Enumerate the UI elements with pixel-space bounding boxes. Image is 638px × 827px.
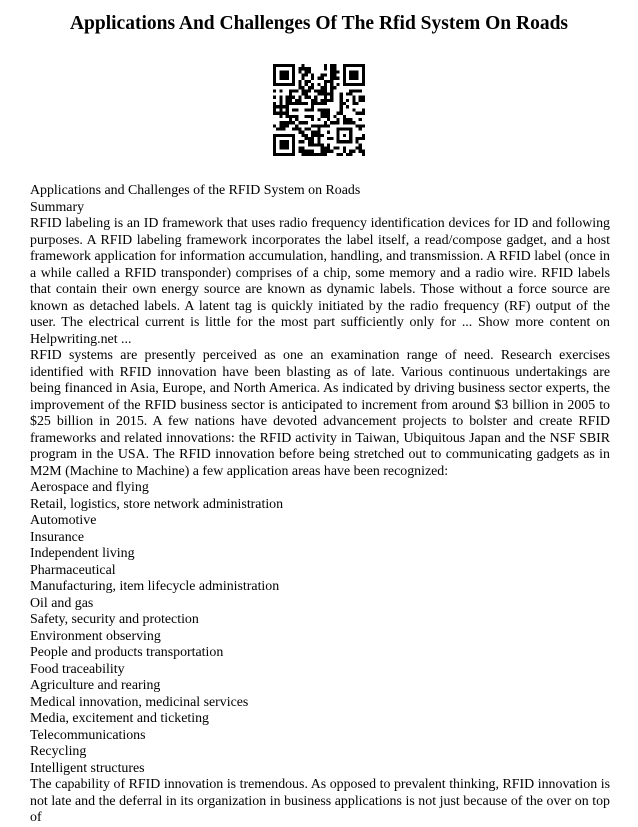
- application-item: Environment observing: [30, 628, 161, 644]
- application-item: Agriculture and rearing: [30, 678, 161, 693]
- application-item: Food traceability: [30, 661, 125, 677]
- application-item: Intelligent structures: [30, 760, 145, 776]
- document-title: Applications And Challenges Of The Rfid System On Roads: [69, 13, 569, 34]
- application-item: Independent living: [30, 546, 135, 561]
- application-item: Oil and gas: [30, 595, 94, 611]
- paragraph-2: RFID systems are presently perceived as one an examination range of need. Research exercises identified with RFID innovation have been blasting as of late. Various continuous undertakings are being financed in Asia, Europe, and North America. As indicated by driving business sector experts, the improvement of the RFID business sector is anticipated to increment from around $3 billion in 2005 to $25 billion in 2015. A few nations have devoted advancement projects to bolster and create RFID frameworks and related innovations: the RFID activity in Taiwan, Ubiquitous Japan and the NSF SBIR program in the USA. The RFID innovation before being stretched out to communicating gadgets as in M2M (Machine to Machine) a few application areas have been recognized:: [30, 348, 610, 479]
- application-item: Recycling: [30, 744, 87, 759]
- document-subheading: Summary: [30, 199, 85, 215]
- application-item: Retail, logistics, store network administration: [30, 496, 284, 512]
- paragraph-3: The capability of RFID innovation is tremendous. As opposed to prevalent thinking, RFID innovation is not late and the deferral in its organization in business applications is not just because of the over on top of: [30, 777, 610, 825]
- document-body: [30, 183, 610, 827]
- application-item: Automotive: [30, 513, 97, 528]
- application-item: Media, excitement and ticketing: [30, 711, 209, 726]
- application-item: People and products transportation: [30, 645, 224, 660]
- document-heading: Applications and Challenges of the RFID System on Roads: [30, 183, 361, 198]
- paragraph-1: RFID labeling is an ID framework that uses radio frequency identification devices for ID and following purposes. A RFID labeling framework incorporates the label itself, a read/compose gadget, and a host framework application for information accumulation, handling, and transmission. A RFID label (once in a while called a RFID transponder) comprises of a chip, some memory and a radio wire. RFID labels that contain their own energy source are known as dynamic labels. Those without a force source are known as detached labels. A latent tag is quickly initiated by the radio frequency (RF) output of the user. The electrical current is little for the most part sufficiently only for ... Show more content on Helpwriting.net ...: [30, 216, 610, 347]
- application-item: Telecommunications: [30, 727, 146, 743]
- application-item: Safety, security and protection: [30, 612, 199, 627]
- application-item: Pharmaceutical: [30, 562, 116, 578]
- application-item: Aerospace and flying: [30, 480, 149, 495]
- qr-code-icon: [273, 64, 365, 156]
- application-item: Manufacturing, item lifecycle administration: [30, 579, 280, 594]
- application-item: Medical innovation, medicinal services: [30, 694, 249, 710]
- application-item: Insurance: [30, 529, 84, 545]
